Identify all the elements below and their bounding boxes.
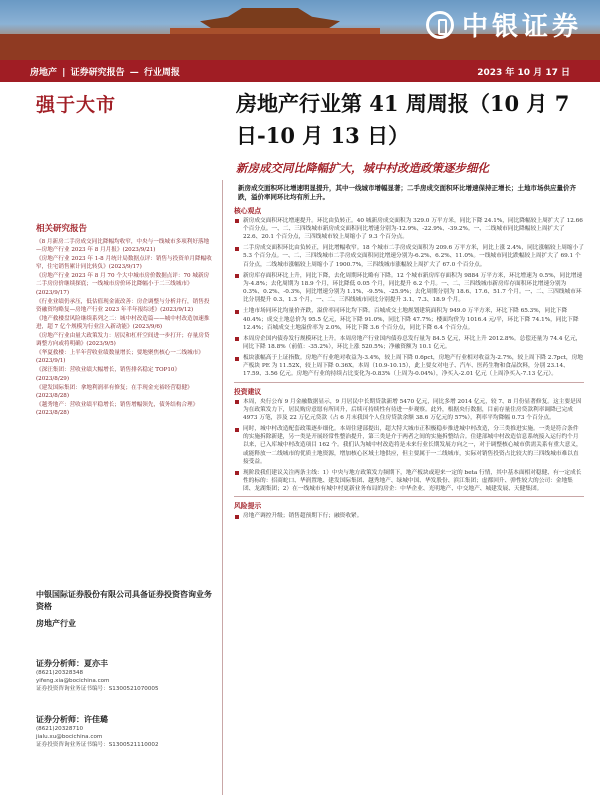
analyst-label: 证券分析师：夏亦丰 [36, 658, 108, 668]
paragraph-inventory: 新房库存面积环比上升，同比下降，去化周期环比略有下降。12 个城市新房库存面积为 9884 万平方米，环比增速为 0.5%，同比增速为-4.8%；去化周期为 18.9 个月，环比降低 0.05 个月，同比提升 6.2 个月。一、二、三四线城市新房库存面积环比增速分别为 0.3%、0.2%、-0.3%，同比增速分别为 1.1%、-9.5%、-25.9%；去化周期分别为 18.6、17.6、51.7 个月。一、二、三四线城市环比分别提升 0.3、1.3 个月，一、二、三四线城市同比分别提升 3.1、7.3、18.9 个月。 [234, 272, 584, 305]
bank-of-china-logo-icon [426, 11, 454, 39]
related-research [36, 222, 212, 418]
page-title: 房地产行业第 41 周周报（10 月 7 日-10 月 13 日） [236, 91, 570, 148]
crumb-separator: | [62, 67, 66, 78]
related-report-item[interactable]: 《深汪集团：营收业绩大幅增长，销售排名稳定 TOP10》(2023/8/29) [36, 367, 181, 382]
analyst-license: 证券投资咨询业务证书编号：S1300521070005 [36, 686, 159, 693]
crumb-dash: — [129, 67, 139, 78]
related-report-item[interactable]: 《房地产行业由量大政策发力：居民和杠杆空间进一步打开；存量房贷调整方向或将明确》(2023/9/5) [36, 333, 210, 348]
analyst-phone: (8621)20328710 [36, 726, 84, 732]
brand [426, 6, 582, 43]
paragraph-credit-data: 本周，央行公布 9 月金融数据显示，9 月居民中长期贷款新增 5470 亿元，同比多增 2014 亿元，较 7、8 月份显著修复。这主要是因为在政策发力下，居民购房意愿有所回升，后续可持续性有待进一步观察。此外，根据央行数据，目前存量住房贷款利率调降已完成 4973 万笔，涉及 22 万亿元贷款（占 6 月末我国个人住房贷款余额 38.6 万亿元的 57%），利率平均降幅 0.73 个百分点。 [234, 398, 584, 422]
section-divider [234, 382, 584, 383]
related-report-item[interactable]: 《华夏救楼：上半年营收业绩数量增长；要地聚焦核心一二线城市》(2023/9/1) [36, 350, 204, 365]
related-report-item[interactable]: 《越秀地产：营收业绩平稳增长；销售增幅领先，债务结构合理》(2023/8/28) [36, 401, 199, 416]
related-report-item[interactable]: 《房地产行业 2023 年 1-8 月统计局数据点评：销售与投资单月降幅收窄，住宅销售累计同比转负》(2023/9/17) [36, 256, 212, 271]
section-heading-core: 核心观点 [234, 206, 262, 215]
analyst-email[interactable]: yifeng.xia@bocichina.com [36, 678, 110, 685]
analyst-email[interactable]: jialu.xu@bocichina.com [36, 734, 103, 741]
crumb-industry: 房地产 [30, 67, 58, 78]
section-heading-invest: 投资建议 [234, 387, 262, 396]
column-divider [222, 180, 223, 795]
paragraph-risks: 房地产调控升级；销售超预期下行；融资收紧。 [234, 512, 584, 520]
analyst-phone: (8621)20328348 [36, 670, 84, 676]
analyst-label: 证券分析师：许佳璐 [36, 714, 108, 724]
firm-industry: 房地产行业 [36, 618, 76, 628]
related-research-heading: 相关研究报告 [36, 224, 88, 234]
analyst-block [36, 658, 216, 694]
section-divider [234, 496, 584, 497]
paragraph-sector-returns: 板块涨幅高于上证指数。房地产行业绝对收益为-3.4%，较上周下降 0.6pct，房地产行业相对收益为-2.7%，较上周下降 2.7pct，房地产板块 PE 为 11.52X，较上周下降 0.36X。本周（10.9-10.15），此上要女对电子、汽车、医药生物和食品饮料，分别 23.14、17.59、3.56 亿元。房地产行业的持续占比变化为-0.83%（上周为-0.04%），净买入-2.01 亿元（上周净买入-7.13 亿元）。 [234, 354, 584, 378]
section-heading-risk: 风险提示 [234, 502, 262, 511]
analyst-license: 证券投资咨询业务证书编号：S1300521110002 [36, 742, 159, 749]
paragraph-new-home-sales: 新房成交面积环比增速提升。环比由负转正。40 城新房成交面积为 329.0 万平方米，同比下降 24.1%，同比降幅较上周扩大了 12.66 个百分点。一、二、三四线城市新房成交面积同比增速分别为-12.9%、-22.9%、-39.2%。一、二线城市同比降幅较上周扩大了 22.6、20.1 个百分点，三四线城市较上周缩小了 9.3 个百分点。 [234, 217, 584, 241]
report-date: 2023 年 10 月 17 日 [477, 67, 570, 78]
firm-name: 中银国际证券股份有限公司具备证券投资咨询业务资格 [36, 589, 212, 611]
header-banner-image [0, 0, 600, 60]
related-report-item[interactable]: 《建发国际集团：拿地利润率有修复；在手现金充裕经营稳健》(2023/8/28) [36, 384, 193, 399]
analyst-block [36, 714, 216, 750]
related-report-item[interactable]: 《房地产行业 2023 年 8 月 70 个大中城市房价数据点评：70 城新房二手房房价继续探底；一线城市房价环比降幅小于二三线城市》(2023/9/17) [36, 273, 210, 296]
brand-name: 中银证券 [461, 12, 582, 42]
related-report-item[interactable]: 《地产救楼盘风险继续系列之二：城中村改造篇——城中村改造加速推进，超 7 亿个规模为行业注入新动能》(2023/9/6) [36, 315, 210, 330]
related-report-item[interactable]: 《行业业绩仍承压，低估值现金流改善：房企调整与分析并行，销售投资融资均略复—房地产行业 2023 年半年报综述》(2023/9/12) [36, 298, 210, 313]
report-body [234, 184, 584, 524]
crumb-weekly: 行业周报 [143, 67, 180, 78]
paragraph-urban-village: 同时，城中村改造配套政策逐步细化。本周住建部提出，超大特大城市正积极稳步推进城中村改造，分三类推进实施。一类是符合条件的实施拆除新建，另一类是开展经常性整治提升，第三类是介于两者之间的实施拆整结合。住建部城中村改造信息系统接入运行约个月以来，已入库城中村改造项目 162 个。我们认为城中村改造将是未来行业长期发展方向之一，对于调整核心城市供需关系有重大意义，或能释放一二线城市的优质土地资源，增加核心区域土地供应，但主要属于一二线城市，实际对销售投资占比较大的三四线城市难以直接受益。 [234, 425, 584, 466]
paragraph-resale-sales: 二手房成交面积环比由负转正，同比增幅收窄。18 个城市二手房成交面积为 209.6 万平方米，同比上涨 2.4%，同比涨幅较上周缩小了 5.3 个百分点。一、二、三四线城市二手房成交面积同比增速分别为-6.2%、6.2%、11.0%。一线城市同比跌幅较上周扩大了 69.1 个百分点，二线城市涨幅较上周缩小了 1900.7%，三四线城市涨幅较上周扩大了 67.0 个百分点。 [234, 244, 584, 268]
paragraph-bond-issuance: 本周房企国内债券发行规模环比上升。本周房地产行业国内债券总发行量为 84.5 亿元，环比上升 2012.8%。总偿还量为 74.4 亿元，同比下降 18.8%（前值：-35.2%），环比上涨 520.5%；净融资额为 10.1 亿元。 [234, 335, 584, 351]
report-banner [0, 60, 600, 82]
key-summary: 新房成交面积环比增速明显提升，其中一线城市增幅显著；二手房成交面积环比增速保持正增长；土地市场供应量价齐跌，溢价率同环比均有所上升。 [238, 184, 576, 202]
crumb-research: 证券研究报告 [70, 67, 125, 78]
breadcrumb [30, 65, 182, 78]
page-subtitle: 新房成交同比降幅扩大，城中村改造政策逐步细化 [236, 161, 489, 175]
rating-label: 强于大市 [36, 94, 117, 116]
palace-roof-graphic [200, 8, 340, 30]
related-report-item[interactable]: 《8 月新房二手房成交同比降幅均收窄，中央与一线城市多项利好落地—房地产行业 2023 年 8 月月报》(2023/9/21) [36, 239, 210, 254]
firm-info [36, 588, 212, 629]
related-research-list [36, 238, 212, 417]
paragraph-recommendations: 现阶段我们建议关注两条主线：1）中央与地方政策发力频期下，地产板块或迎来一定的 beta 行情，其中基本面相对稳健、有一定成长性的标的：招商蛇口、华润置地、建发国际集团、越秀地产、绿城中国、华发股份、滨江集团；虚都回升、弹性较大的公司：金地集团、龙湖集团；2）在一线城市有城中村更新业务布局的房企：中华企业、光明地产、中交地产、城建发展、天健集团。 [234, 469, 584, 493]
paragraph-land-market: 土地市场同环比均量价齐跌，溢价率同环比均下降。百城成交土地规划建筑面积为 949.0 万平方米，环比下降 65.3%，同比下降 40.4%；成交土地总价为 95.5 亿元，环比下降 91.0%，同比下降 47.7%；楼面均价为 1016.4 元/平，环比下降 74.1%，同比下降 12.4%；百城成交土地溢价率为 2.0%，环比下降 3.6 个百分点，同比下降 6.4 个百分点。 [234, 307, 584, 331]
